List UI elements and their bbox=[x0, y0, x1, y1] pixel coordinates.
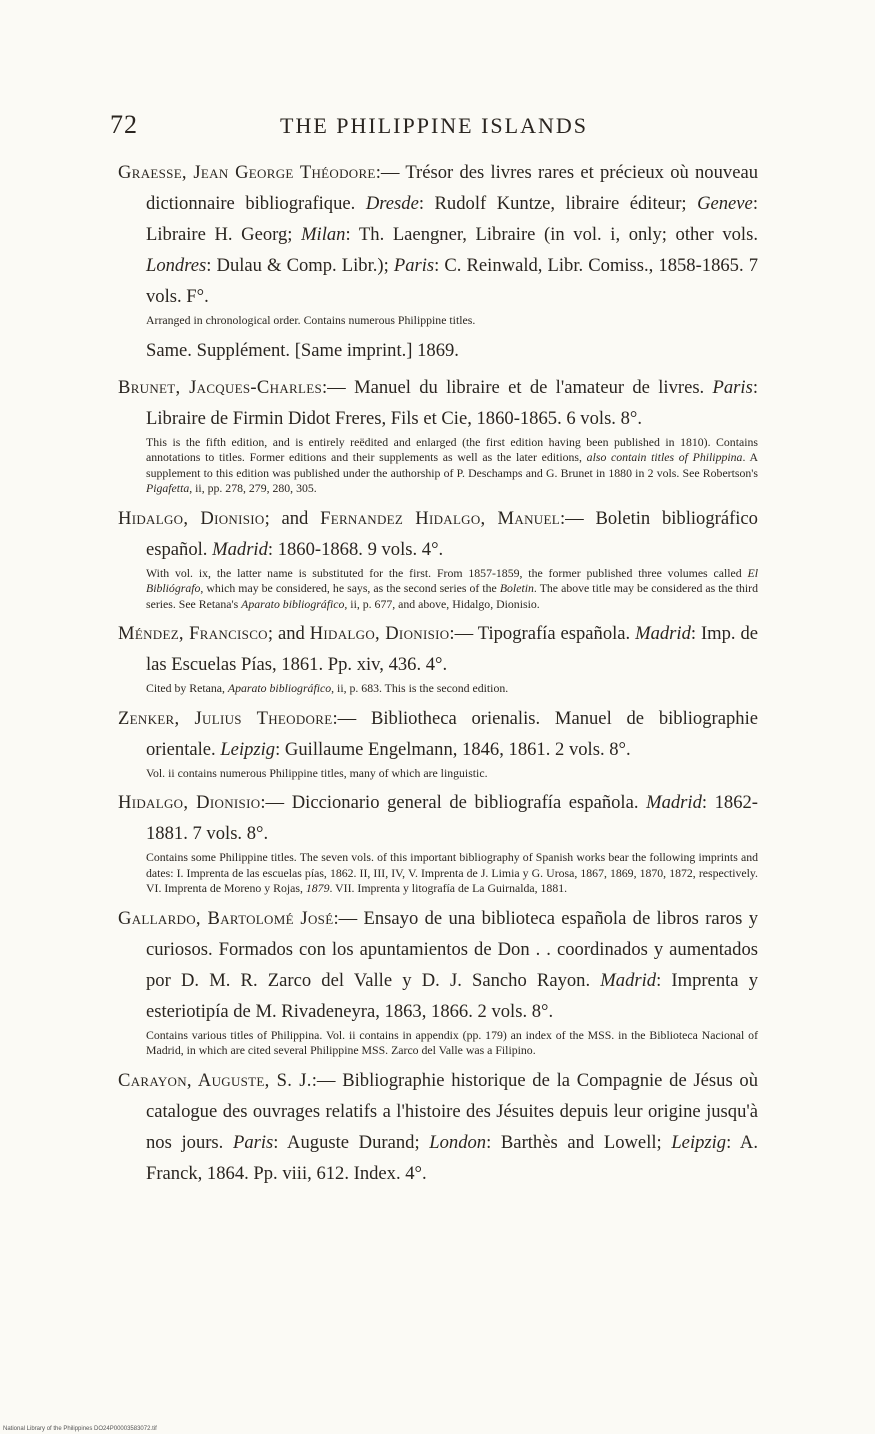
entry-place: Dresde bbox=[365, 193, 419, 214]
entry-note: Contains some Philippine titles. The seven vols. of this important bibliography of Spanish works bear the following imprints and dates: I. Imprenta de las escuelas pías, 1862. II, III, IV, V. Imprenta de J. Limia y G. Urosa, 1867, 1869, 1870, 1872, respectively. VI. Imprenta de Moreno y Rojas, 1879. VII. Imprenta y litografía de La Guirnalda, 1881. bbox=[146, 850, 758, 895]
entry-place: London bbox=[429, 1131, 487, 1153]
bibliography-entry bbox=[118, 157, 758, 366]
entry-place: Paris bbox=[393, 255, 435, 276]
entry-author: Méndez, Francisco bbox=[118, 623, 268, 644]
entry-place: Madrid bbox=[600, 969, 657, 991]
entry-place: Geneve bbox=[697, 193, 753, 214]
bibliography-entries bbox=[118, 157, 758, 1195]
entry-citation: Zenker, Julius Theodore:— Bibliotheca orienalis. Manuel de bibliographie orientale. Leipzig: Guillaume Engelmann, 1846, 1861. 2 vols. 8°. bbox=[118, 707, 758, 760]
entry-place: Madrid bbox=[646, 792, 702, 813]
entry-title: Manuel du libraire et de l'amateur de livres. bbox=[354, 376, 713, 398]
entry-title: Boletin bibliográfico español. bbox=[146, 507, 758, 560]
bibliography-entry bbox=[118, 703, 758, 782]
page-number: 72 bbox=[110, 110, 138, 139]
entry-note: Arranged in chronological order. Contains numerous Philippine titles. bbox=[146, 313, 476, 327]
entry-title: Ensayo de una biblioteca española de libros raros y curiosos. Formados con los apuntamientos de Don . . coordinados y aumentados por D. M. R. Zarco del Valle y D. J. Sancho Rayon. bbox=[146, 907, 758, 991]
entry-title: Trésor des livres rares et précieux où nouveau dictionnaire bibliografique. bbox=[146, 162, 758, 214]
entry-note: Contains various titles of Philippina. Vol. ii contains in appendix (pp. 179) an index of the MSS. in the Biblioteca Nacional of Madrid, in which are cited several Philippine MSS. Zarco del Valle was a Filipino. bbox=[146, 1027, 758, 1057]
entry-author: Brunet, Jacques-Charles bbox=[118, 376, 322, 398]
entry-citation: Hidalgo, Dionisio; and Fernandez Hidalgo, Manuel:— Boletin bibliográfico español. Madrid: 1860-1868. 9 vols. 4°. bbox=[118, 507, 758, 560]
entry-citation: Méndez, Francisco; and Hidalgo, Dionisio:— Tipografía española. Madrid: Imp. de las Escuelas Pías, 1861. Pp. xiv, 436. 4°. bbox=[118, 623, 759, 675]
bibliography-entry bbox=[118, 372, 758, 497]
entry-place: Madrid bbox=[212, 538, 268, 560]
entry-author: Fernandez Hidalgo, Manuel bbox=[320, 507, 560, 529]
entry-author: Zenker, Julius Theodore bbox=[118, 707, 333, 729]
entry-citation: Gallardo, Bartolomé José:— Ensayo de una biblioteca española de libros raros y curiosos. Formados con los apuntamientos de Don . . coordinados y aumentados por D. M. R. Zarco del Valle y D. J. Sancho Rayon. Madrid: Imprenta y esteriotipía de M. Rivadeneyra, 1863, 1866. 2 vols. 8°. bbox=[118, 907, 758, 1022]
entry-author: Graesse, Jean George Théodore bbox=[118, 162, 376, 183]
entry-citation: Graesse, Jean George Théodore:— Trésor des livres rares et précieux où nouveau dictionnaire bibliografique. Dresde: Rudolf Kuntze, libraire éditeur; Geneve: Libraire H. Georg; Milan: Th. Laengner, Libraire (in vol. i, only; other vols. Londres: Dulau & Comp. Libr.); Paris: C. Reinwald, Libr. Comiss., 1858-1865. 7 vols. F°. bbox=[118, 162, 758, 307]
entry-note: With vol. ix, the latter name is substituted for the first. From 1857-1859, the former published three volumes called El Bibliógrafo, which may be considered, he says, as the second series of the Boletin. The above title may be considered as the third series. See Retana's Aparato bibliográfico, ii, p. 677, and above, Hidalgo, Dionisio. bbox=[146, 565, 759, 611]
scan-footer: National Library of the Philippines DO24P00003583072.tif bbox=[3, 1426, 157, 1432]
entry-author: Carayon, Auguste, S. J. bbox=[118, 1069, 312, 1091]
bibliography-entry bbox=[118, 1065, 758, 1189]
entry-note: Cited by Retana, Aparato bibliográfico, ii, p. 683. This is the second edition. bbox=[146, 681, 509, 695]
entry-note: This is the fifth edition, and is entirely reëdited and enlarged (the first edition having been published in 1810). Contains annotations to titles. Former editions and their supplements as well as the later editions, also contain titles of Philippina. A supplement to this edition was published under the authorship of P. Deschamps and G. Brunet in 1880 in 2 vols. See Robertson's Pigafetta, ii, pp. 278, 279, 280, 305. bbox=[146, 434, 758, 495]
entry-place: Londres bbox=[146, 255, 207, 276]
entry-place: Madrid bbox=[635, 623, 691, 644]
entry-note: Vol. ii contains numerous Philippine titles, many of which are linguistic. bbox=[146, 765, 488, 780]
entry-place: Leipzig bbox=[220, 738, 276, 760]
entry-author: Hidalgo, Dionisio bbox=[309, 623, 450, 644]
entry-place: Leipzig bbox=[671, 1131, 727, 1153]
entry-title: Diccionario general de bibliografía española. bbox=[291, 792, 647, 813]
bibliography-entry bbox=[118, 618, 758, 697]
bibliography-entry bbox=[118, 903, 758, 1059]
entry-title: Tipografía española. bbox=[477, 623, 636, 644]
entry-author: Hidalgo, Dionisio bbox=[118, 507, 265, 529]
entry-citation: Brunet, Jacques-Charles:— Manuel du libraire et de l'amateur de livres. Paris: Libraire de Firmin Didot Freres, Fils et Cie, 1860-1865. 6 vols. 8°. bbox=[118, 376, 758, 429]
page-header bbox=[110, 110, 770, 144]
entry-author: Hidalgo, Dionisio bbox=[118, 792, 261, 813]
entry-place: Paris bbox=[712, 376, 753, 398]
entry-place: Milan bbox=[301, 224, 346, 245]
entry-citation: Carayon, Auguste, S. J.:— Bibliographie historique de la Compagnie de Jésus où catalogue des ouvrages relatifs a l'histoire des Jésuites depuis leur origine jusqu'à nos jours. Paris: Auguste Durand; London: Barthès and Lowell; Leipzig: A. Franck, 1864. Pp. viii, 612. Index. 4°. bbox=[118, 1069, 758, 1184]
bibliography-entry bbox=[118, 503, 758, 613]
bibliography-entry bbox=[118, 787, 758, 897]
entry-place: Paris bbox=[232, 1131, 274, 1153]
entry-supplement: Same. Supplément. [Same imprint.] 1869. bbox=[146, 339, 459, 361]
entry-citation: Hidalgo, Dionisio:— Diccionario general de bibliografía española. Madrid: 1862-1881. 7 vols. 8°. bbox=[118, 792, 758, 844]
entry-author: Gallardo, Bartolomé José bbox=[118, 907, 334, 929]
entry-title: Bibliotheca orienalis. Manuel de bibliographie orientale. bbox=[146, 707, 758, 760]
entry-title: Bibliographie historique de la Compagnie de Jésus où catalogue des ouvrages relatifs a l'histoire des Jésuites depuis leur origine jusqu'à nos jours. bbox=[146, 1069, 758, 1153]
running-title: THE PHILIPPINE ISLANDS bbox=[280, 113, 588, 138]
